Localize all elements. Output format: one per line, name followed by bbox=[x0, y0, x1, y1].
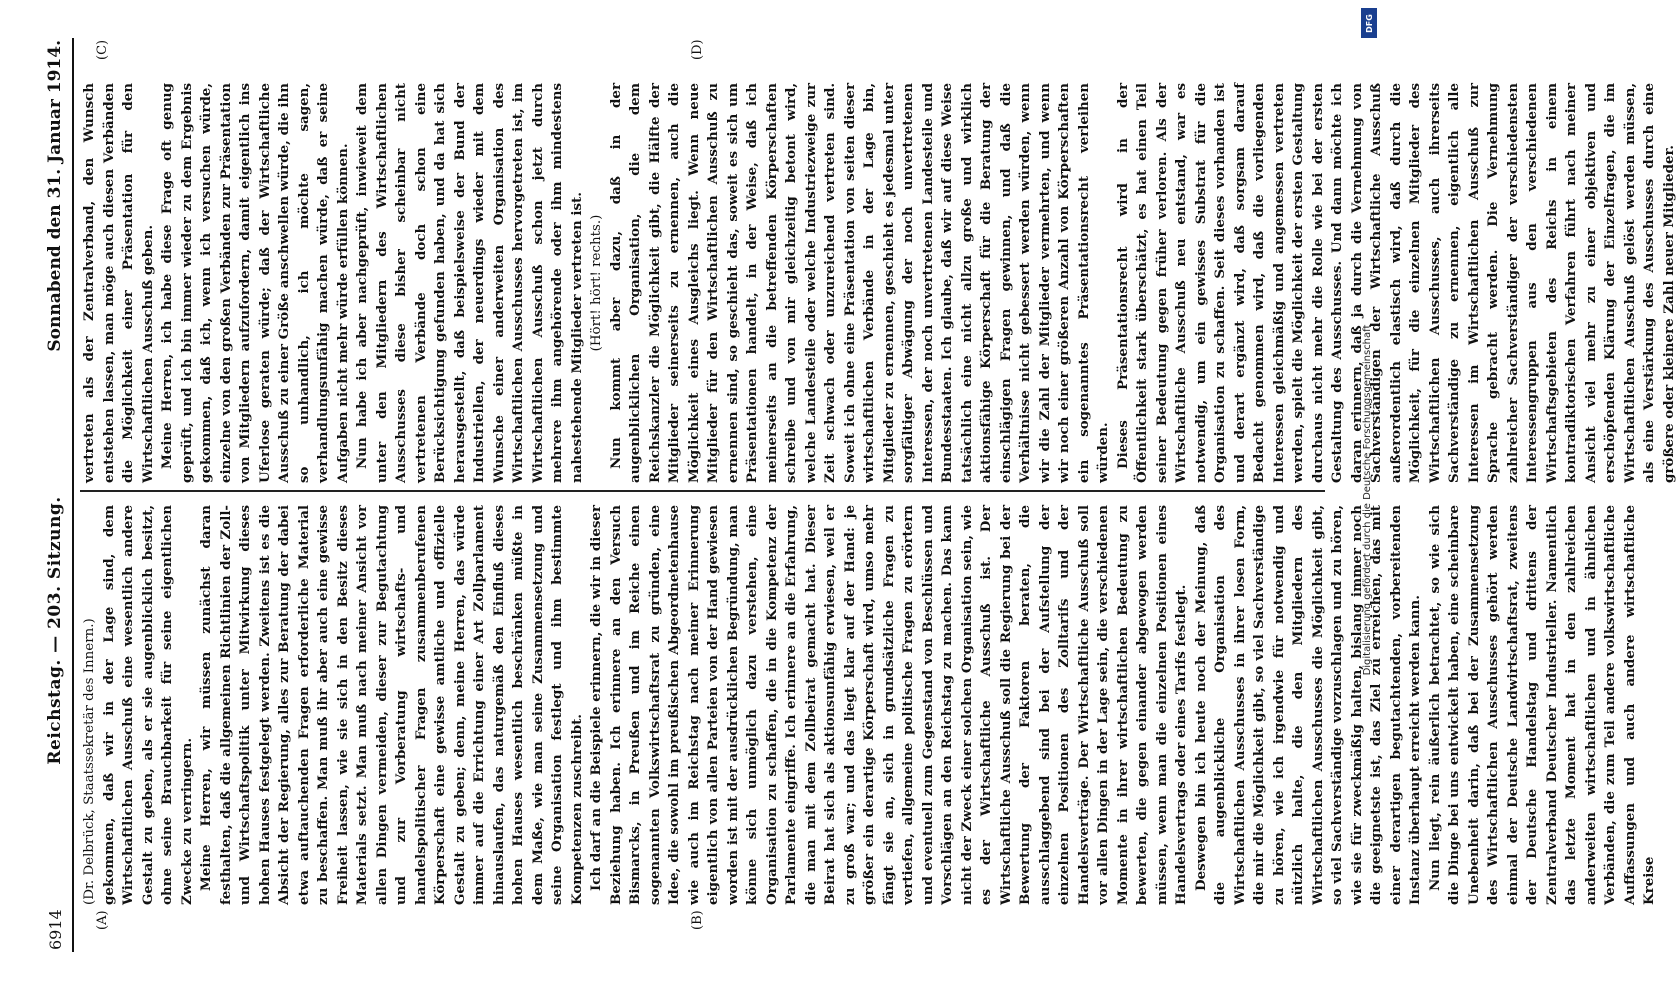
digitization-credit bbox=[1358, 10, 1378, 990]
page-header bbox=[40, 40, 70, 950]
paragraph: Dieses Präsentationsrecht wird in der Öffentlichkeit stark überschätzt, es hat einen Teil seiner Bedeutung gegen früher verloren. Als der Wirtschaftliche Ausschuß neu entstand, war es notwendig, um ein gewisses Substrat für die Organisation zu schaffen. Seit dieses vorhanden ist und derart ergänzt wird, daß sorgsam darauf Bedacht genommen wird, daß die vorliegenden Interessen gleichmäßig und angemessen vertreten werden, spielt die Möglichkeit der ersten Gestaltung durchaus nicht mehr die Rolle wie bei der ersten Gestaltung des Ausschusses. Und dann möchte ich daran erinnern, daß ja durch die Vernehmung von Sachverständigen der Wirtschaftliche Ausschuß außerordentlich elastisch wird, daß durch die Möglichkeit, für die einzelnen Mitglieder des Wirtschaftlichen Ausschusses, auch ihrerseits Sachverständige zu ernennen, eigentlich alle Interessen im Wirtschaftlichen Ausschuß zur Sprache gebracht werden. Die Vernehmung zahlreicher Sachverständiger der verschiedensten Interessengruppen aus den verschiedenen Wirtschaftsgebieten des Reichs in einem kontradiktorischen Verfahren führt nach meiner Ansicht viel mehr zu einer objektiven und erschöpfenden Klärung der Einzelfragen, die im Wirtschaftlichen Ausschuß gelöst werden müssen, als eine Verstärkung des Ausschusses durch eine größere oder kleinere Zahl neuer Mitglieder. bbox=[1114, 83, 1677, 483]
page-number: 6914 bbox=[45, 909, 65, 950]
page-title: Reichstag. — 203. Sitzung. bbox=[45, 496, 65, 765]
interjection: (Hört! hört! rechts.) bbox=[589, 214, 604, 352]
speaker-note: (Dr. Delbrück, Staatssekretär des Innern.) bbox=[82, 618, 97, 905]
left-column bbox=[80, 505, 1657, 905]
paragraph: Ich darf an die Beispiele erinnern, die wir in dieser Beziehung haben. Ich erinnere an den Versuch Bismarcks, in Preußen und im Reiche einen sogenannten Volkswirtschaftsrat zu gründen, eine Idee, die sowohl im preußischen Abgeordnetenhause wie auch im Reichstag nach meiner Erinnerung eigentlich von allen Parteien von der Hand gewiesen worden ist mit der ausdrücklichen Begründung, man könne sich unmöglich dazu verstehen, eine Organisation zu schaffen, die in die Kompetenz der Parlamente eingriffe. Ich erinnere an die Erfahrung, die man mit dem Zollbeirat gemacht hat. Dieser Beirat hat sich als aktionsunfähig erwiesen, weil er zu groß war; und das liegt klar auf der Hand: je größer ein derartige Körperschaft wird, umso mehr fängt sie an, sich in grundsätzliche Fragen zu vertiefen, allgemeine politische Fragen zu erörtern und eventuell zum Gegenstand von Beschlüssen und Vorschlägen an den Reichstag zu machen. Das kann nicht der Zweck einer solchen Organisation sein, wie es der Wirtschaftliche Ausschuß ist. Der Wirtschaftliche Ausschuß soll die Regierung bei der Bewertung der Faktoren beraten, die ausschlaggebend sind bei der Aufstellung der einzelnen Positionen des Zolltarifs und der Handelsverträge. Der Wirtschaftliche Ausschuß soll vor allen Dingen in der Lage sein, die verschiedenen Momente in ihrer wirtschaftlichen Bedeutung zu bewerten, die gegen einander abgewogen werden müssen, wenn man die einzelnen Positionen eines Handelsvertrags oder eines Tarifs festlegt. bbox=[588, 505, 1189, 905]
session-date: Sonnabend den 31. Januar 1914. bbox=[45, 40, 65, 352]
paragraph: Nun kommt aber dazu, daß in der augenblicklichen Organisation, die dem Reichskanzler die Möglichkeit gibt, die Hälfte der Mitglieder seinerseits zu ernennen, auch die Möglichkeit eines Ausgleichs liegt. Wenn neue Mitglieder für den Wirtschaftlichen Ausschuß zu ernennen sind, so geschieht das, soweit es sich um Präsentationen handelt, in der Weise, daß ich meinerseits an die betreffenden Körperschaften schreibe und von mir gleichzeitig betont wird, welche Landesteile oder welche Industriezweige zur Zeit schwach oder unzureichend vertreten sind. Soweit ich ohne eine Präsentation von seiten dieser wirtschaftlichen Verbände in der Lage bin, Mitglieder zu ernennen, geschieht es jedesmal unter sorgfältiger Abwägung der noch unvertretenen Interessen, der noch unvertretenen Landesteile und Bundesstaaten. Ich glaube, daß wir auf diese Weise tatsächlich eine nicht allzu große und wirklich aktionsfähige Körperschaft für die Beratung der einschlägigen Fragen gewinnen, und daß die Verhältnisse nicht gebessert werden würden, wenn wir die Zahl der Mitglieder vermehrten, und wenn wir noch einer größeren Anzahl von Körperschaften ein sogenanntes Präsentationsrecht verleihen würden. bbox=[607, 83, 1111, 483]
paragraph: Meine Herren, wir müssen zunächst daran festhalten, daß die allgemeinen Richtlinien der Zoll- und Wirtschaftspolitik unter Mitwirkung dieses hohen Hauses festgelegt werden. Zweitens ist es die Absicht der Regierung, alles zur Beratung der dabei etwa auftauchenden Fragen erforderliche Material zu beschaffen. Man muß ihr aber auch eine gewisse Freiheit lassen, wie sie sich in den Besitz dieses Materials setzt. Man muß nach meiner Ansicht vor allen Dingen vermeiden, dieser zur Begutachtung und zur Vorberatung wirtschafts- und handelspolitischer Fragen zusammenberufenen Körperschaft eine gewisse amtliche und offizielle Gestalt zu geben; denn, meine Herren, das würde immer auf die Errichtung einer Art Zollparlament hinauslaufen, das naturgemäß den Einfluß dieses hohen Hauses wesentlich beschränken müßte in dem Maße, wie man seine Zusammensetzung und seine Organisation festlegt und ihm bestimmte Kompetenzen zuschreibt. bbox=[198, 505, 585, 905]
right-column bbox=[80, 83, 1677, 483]
paragraph: Nun liegt, rein äußerlich betrachtet, so wie sich die Dinge bei uns entwickelt haben, eine scheinbare Unebenheit darin, daß bei der Zusammensetzung des Wirtschaftlichen Ausschusses gehört werden einmal der Deutsche Landwirtschaftsrat, zweitens der Deutsche Handelstag und drittens der Zentralverband Deutscher Industrieller. Namentlich das letzte Moment hat in den zahlreichen anderweiten wirtschaftlichen und in ähnlichen Verbänden, die zum Teil andere volkswirtschaftliche Auffassungen und auch andere wirtschaftliche Kreise bbox=[1426, 505, 1657, 905]
header-rule bbox=[72, 38, 74, 952]
paragraph: vertreten als der Zentralverband, den Wunsch entstehen lassen, man möge auch diesen Verbänden die Möglichkeit einer Präsentation für den Wirtschaftlichen Ausschuß geben. bbox=[81, 83, 156, 483]
dfg-logo-text: DFG bbox=[1364, 13, 1374, 33]
paragraph: Nun habe ich aber nachgeprüft, inwieweit dem unter den Mitgliedern des Wirtschaftlichen Ausschusses diese bisher scheinbar nicht vertretenen Verbände doch schon eine Berücksichtigung gefunden haben, und da hat sich herausgestellt, daß beispielsweise der Bund der Industriellen, der neuerdings wieder mit dem Wunsche einer anderweiten Organisation des Wirtschaftlichen Ausschusses hervorgetreten ist, im Wirtschaftlichen Ausschuß schon jetzt durch mehrere ihm angehörende oder ihm mindestens nahestehende Mitglieder vertreten ist. bbox=[354, 83, 585, 483]
margin-mark-b: (B) bbox=[690, 910, 705, 930]
margin-mark-d: (D) bbox=[690, 39, 705, 60]
paragraph: Meine Herren, ich habe diese Frage oft genug geprüft, und ich bin immer wieder zu dem Ergebnis gekommen, daß ich, wenn ich versuchen würde, einzelne von den großen Verbänden zur Präsentation von Mitgliedern aufzufordern, damit eigentlich ins Uferlose geraten würde; daß der Wirtschaftliche Ausschuß zu einer Größe anschwellen würde, die ihn so unhandlich, ich möchte sagen, verhandlungsunfähig machen würde, daß er seine Aufgaben nicht mehr würde erfüllen können. bbox=[159, 83, 351, 483]
paragraph: gekommen, daß wir in der Lage sind, dem Wirtschaftlichen Ausschuß eine wesentlich andere Gestalt zu geben, als er sie augenblicklich besitzt, ohne seine Brauchbarkeit für seine eigentlichen Zwecke zu verringern. bbox=[100, 505, 195, 905]
column-divider bbox=[80, 490, 1325, 492]
credit-text: Digitalisierung gefördert durch die Deutsche Forschungsgemeinschaft bbox=[1362, 324, 1373, 676]
paragraph: Deswegen bin ich heute noch der Meinung, daß die augenblickliche Organisation des Wirtschaftlichen Ausschusses in ihrer losen Form, die mir die Möglichkeit gibt, so viel Sachverständige zu hören, wie ich irgendwie für notwendig und nützlich halte, die den Mitgliedern des Wirtschaftlichen Ausschusses die Möglichkeit gibt, so viel Sachverständige vorzuschlagen und zu hören, wie sie für zweckmäßig halten, bislang immer noch die geeignetste ist, das Ziel zu erreichen, das mit einer derartigen begutachtenden, vorbereitenden Instanz überhaupt erreicht werden kann. bbox=[1192, 505, 1423, 905]
margin-mark-c: (C) bbox=[95, 39, 110, 60]
margin-mark-a: (A) bbox=[95, 910, 110, 930]
